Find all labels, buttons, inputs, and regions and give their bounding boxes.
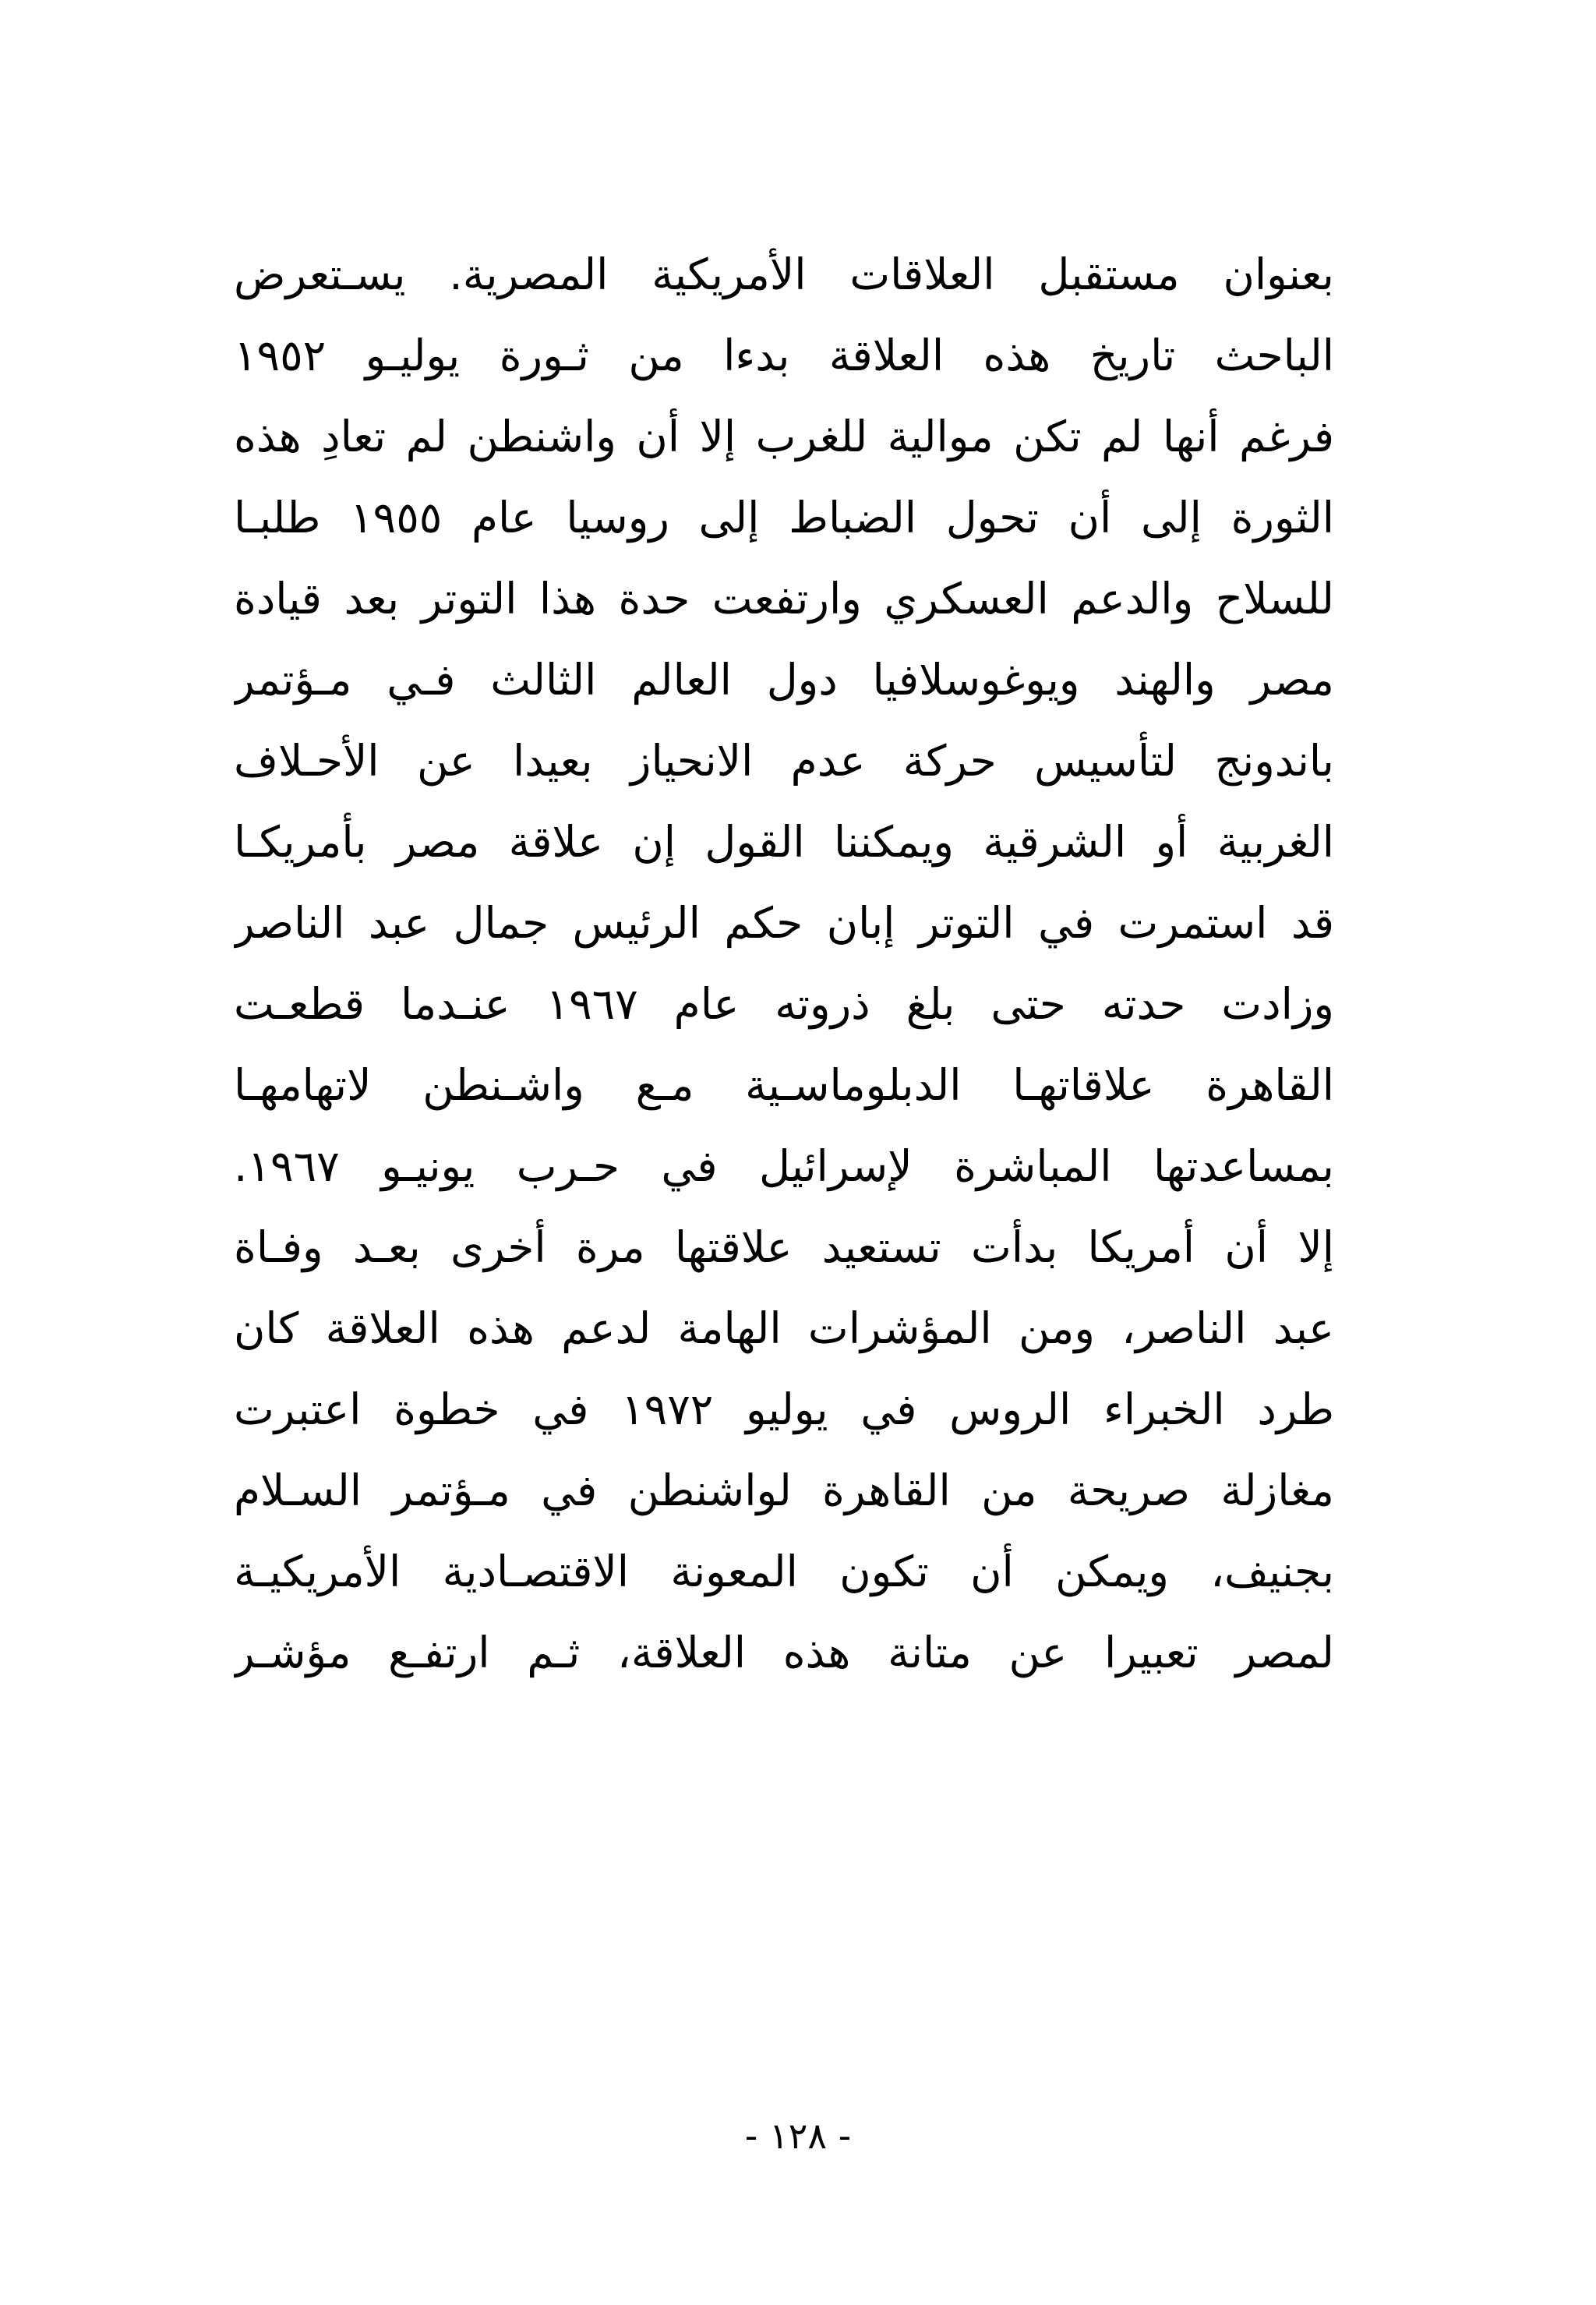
text-line: قد استمرت في التوتر إبان حكم الرئيس جمال عبد الناصر bbox=[234, 898, 1334, 948]
text-line: مصر والهند ويوغوسلافيا دول العالم الثالث فـي مـؤتمر bbox=[234, 655, 1334, 705]
body-text bbox=[234, 234, 1334, 1693]
text-line: وزادت حدته حتى بلغ ذروته عام ١٩٦٧ عنـدما قطعـت bbox=[234, 979, 1334, 1029]
text-line: بعنوان مستقبل العلاقات الأمريكية المصرية. يسـتعرض bbox=[234, 249, 1334, 299]
text-line: فرغم أنها لم تكن موالية للغرب إلا أن واشنطن لم تعادِ هذه bbox=[234, 412, 1334, 461]
text-line: القاهرة علاقاتهـا الدبلوماسـية مـع واشـنطن لاتهامهـا bbox=[234, 1060, 1334, 1110]
text-line: عبد الناصر، ومن المؤشرات الهامة لدعم هذه العلاقة كان bbox=[234, 1303, 1334, 1353]
text-line: باندونج لتأسيس حركة عدم الانحياز بعيدا عن الأحـلاف bbox=[234, 736, 1334, 786]
page-number: - ١٢٨ - bbox=[744, 2115, 852, 2157]
text-line: الغربية أو الشرقية ويمكننا القول إن علاقة مصر بأمريكـا bbox=[234, 817, 1334, 867]
text-line: إلا أن أمريكا بدأت تستعيد علاقتها مرة أخرى بعـد وفـاة bbox=[234, 1222, 1334, 1272]
text-line: بجنيف، ويمكن أن تكون المعونة الاقتصـادية الأمريكيـة bbox=[234, 1547, 1334, 1596]
text-line: الباحث تاريخ هذه العلاقة بدءا من ثـورة يوليـو ١٩٥٢ bbox=[234, 331, 1334, 380]
text-line: مغازلة صريحة من القاهرة لواشنطن في مـؤتمر السـلام bbox=[234, 1465, 1334, 1515]
text-line: الثورة إلى أن تحول الضباط إلى روسيا عام ١٩٥٥ طلبـا bbox=[234, 493, 1334, 543]
text-line: لمصر تعبيرا عن متانة هذه العلاقة، ثـم ارتفـع مؤشـر bbox=[234, 1628, 1334, 1677]
text-line: للسلاح والدعم العسكري وارتفعت حدة هذا التوتر بعد قيادة bbox=[234, 574, 1334, 624]
text-line: بمساعدتها المباشرة لإسرائيل في حـرب يونيـو ١٩٦٧. bbox=[234, 1141, 1334, 1191]
text-line: طرد الخبراء الروس في يوليو ١٩٧٢ في خطوة اعتبرت bbox=[234, 1384, 1334, 1434]
